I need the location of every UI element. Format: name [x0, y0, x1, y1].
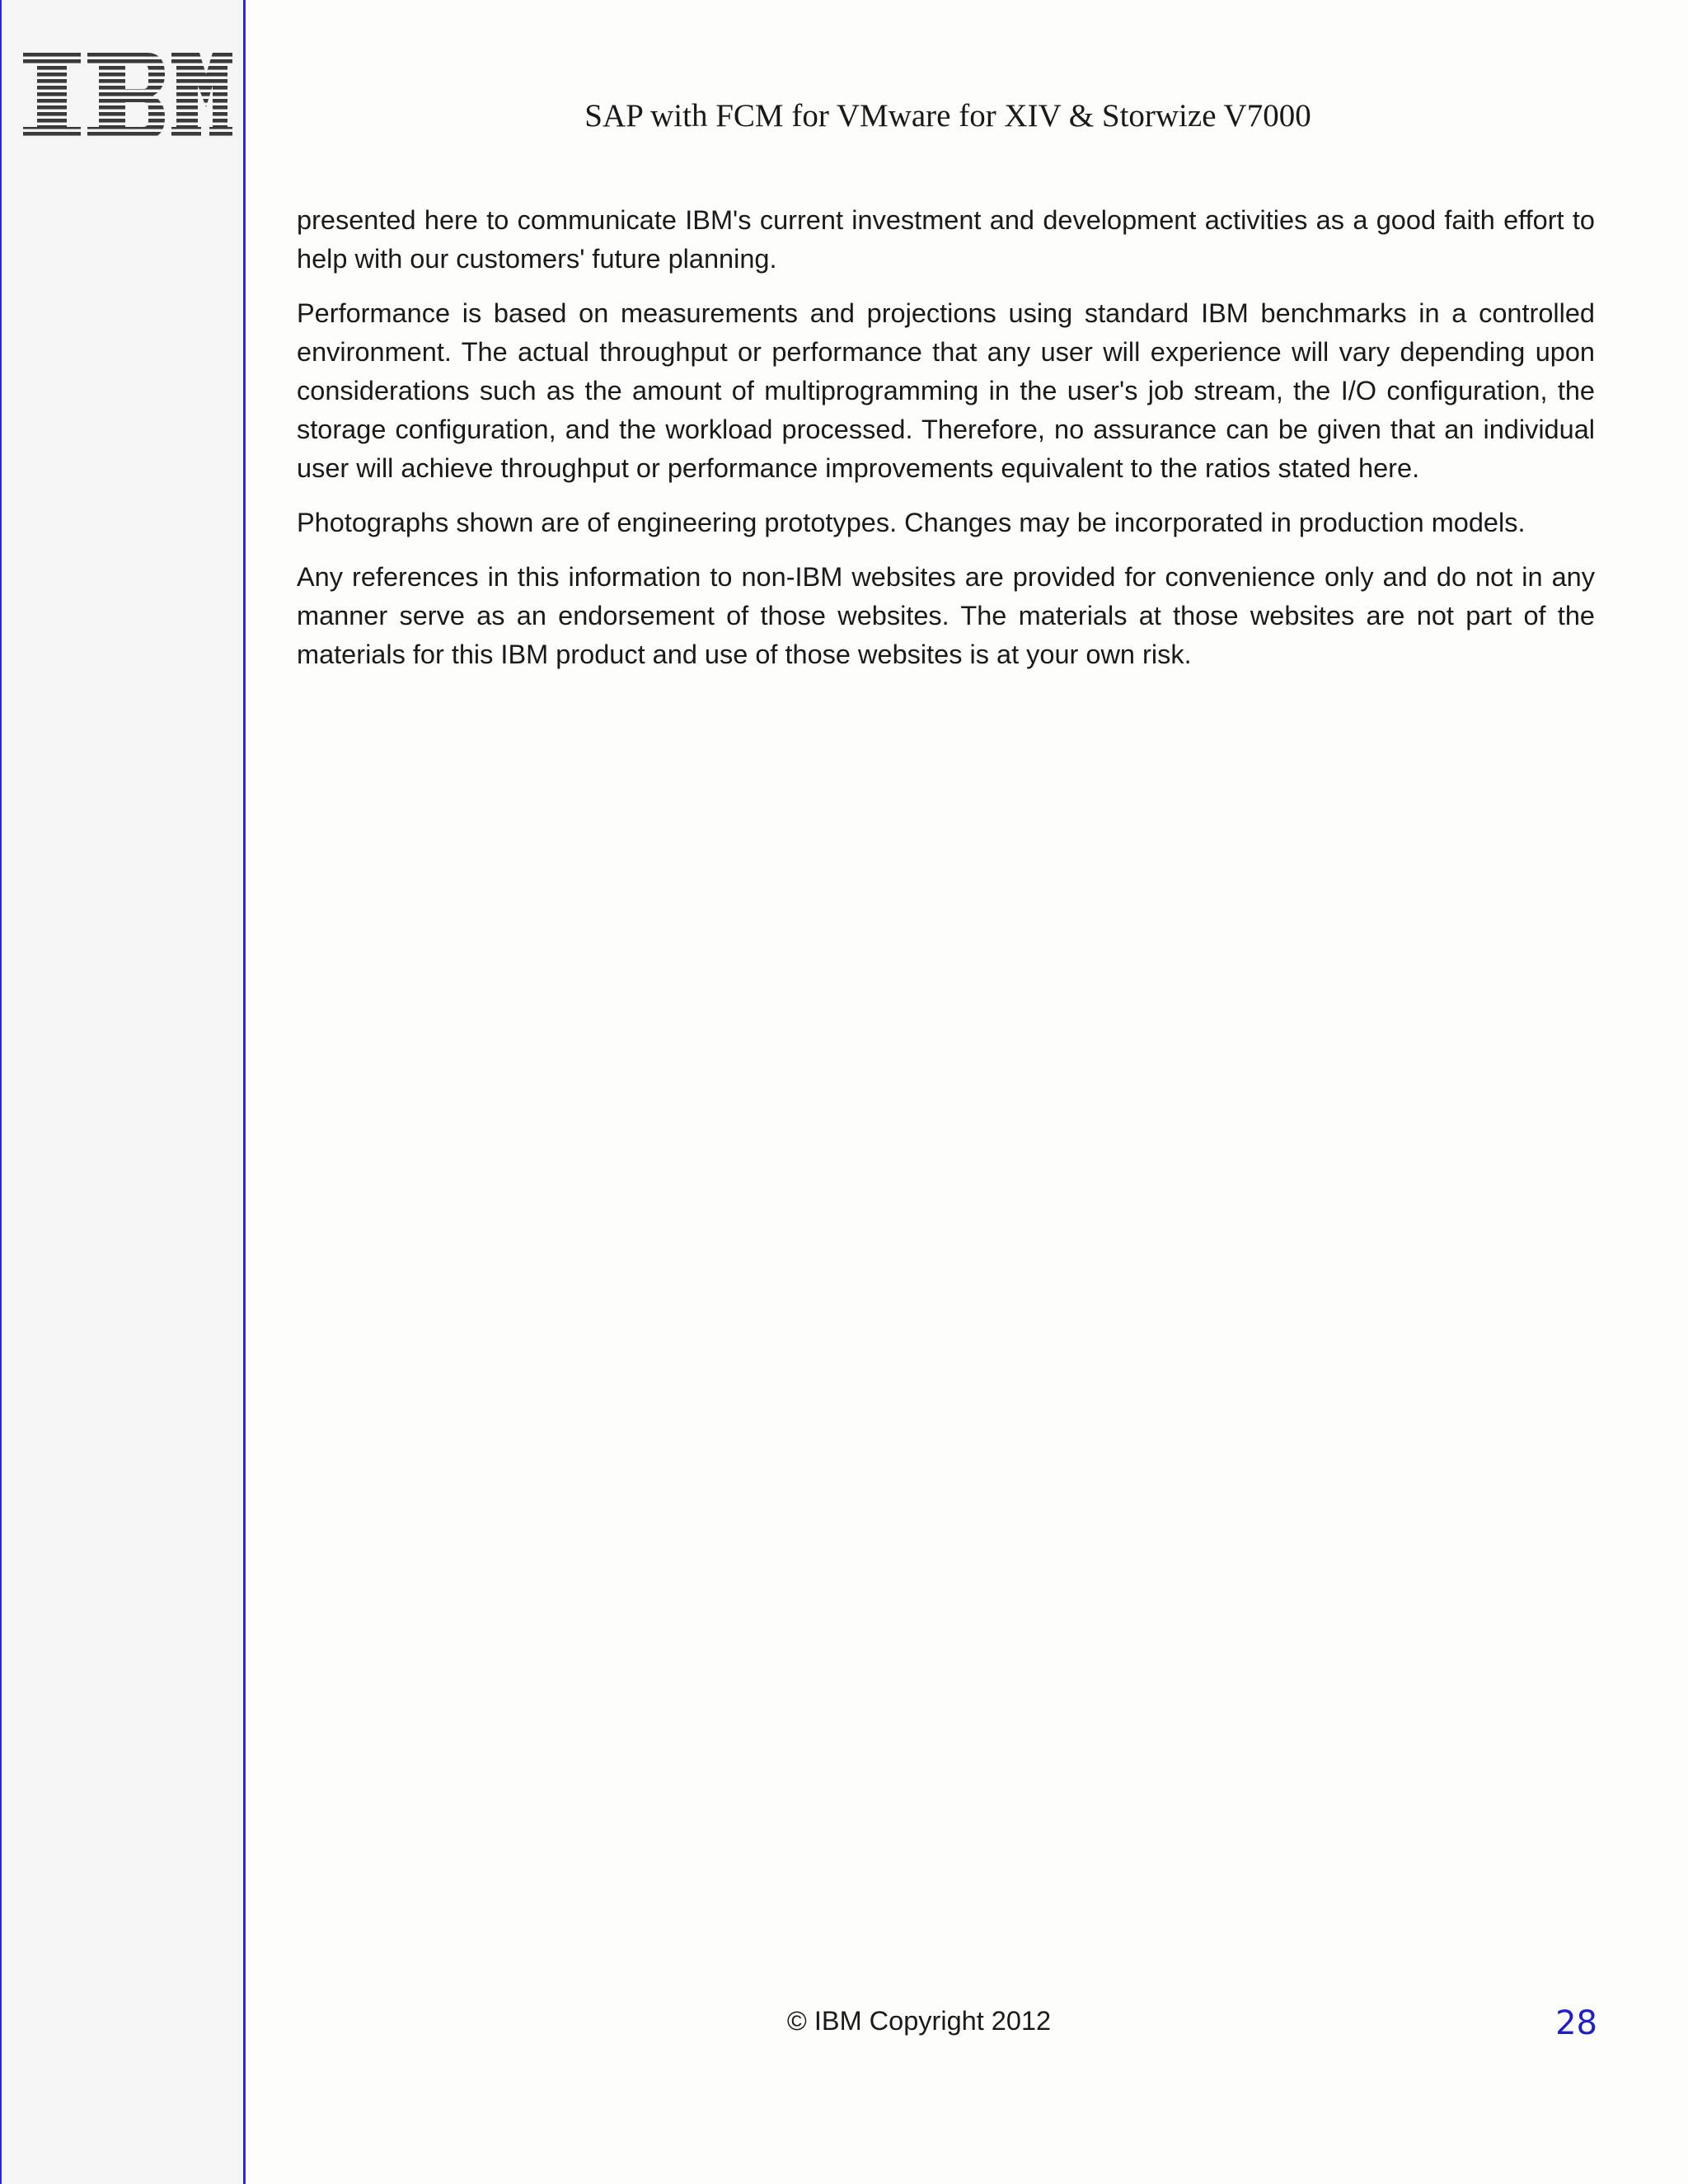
ibm-logo: [23, 53, 232, 138]
paragraph-performance: Performance is based on measurements and projections using standard IBM benchmarks in a controlled environment. The actual throughput or performance that any user will experience will vary depending upon considerations such as the amount of multiprogramming in the user's job stream, the I/O configuration, the storage configuration, and the workload processed. Therefore, no assurance can be given that an individual user will achieve throughput or performance improvements equivalent to the ratios stated here.: [297, 298, 1595, 483]
paragraph-photographs: Photographs shown are of engineering prototypes. Changes may be incorporated in production models.: [297, 508, 1526, 537]
left-sidebar: [0, 0, 246, 2184]
document-title: SAP with FCM for VMware for XIV & Storwize V7000: [584, 98, 1311, 134]
footer-copyright: © IBM Copyright 2012: [786, 2006, 1052, 2036]
document-body: [297, 201, 1595, 690]
paragraph-websites: Any references in this information to non-IBM websites are provided for convenience only and do not in any manner serve as an endorsement of those websites. The materials at those websites are not part of the materials for this IBM product and use of those websites is at your own risk.: [297, 562, 1595, 669]
paragraph-investment: presented here to communicate IBM's current investment and development activities as a good faith effort to help with our customers' future planning.: [297, 205, 1595, 274]
page-number: 28: [1555, 2004, 1597, 2042]
